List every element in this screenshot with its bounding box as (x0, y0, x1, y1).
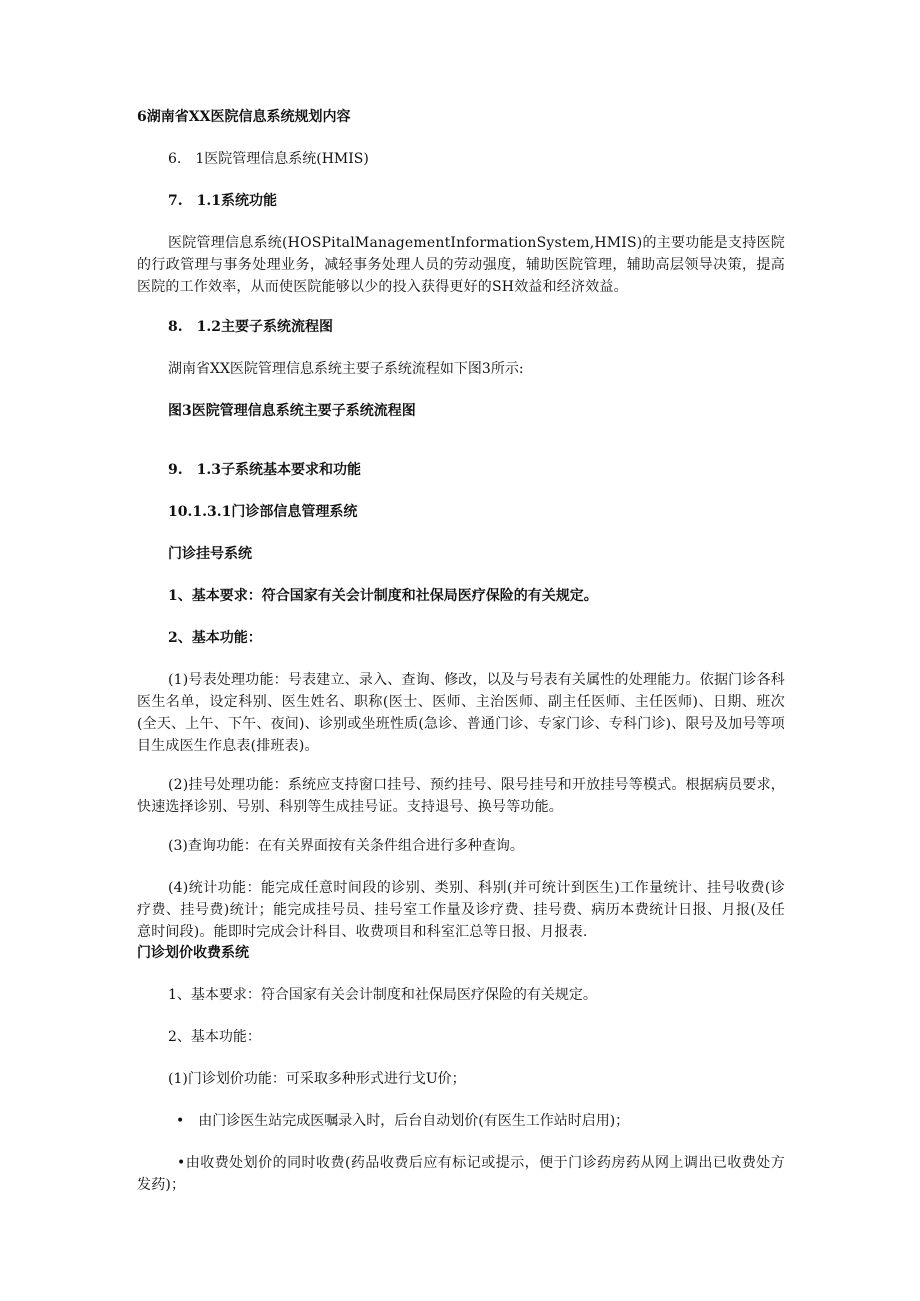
section-heading-8-1-2: 8. 1.2主要子系统流程图 (168, 319, 333, 335)
fee-basic-requirements: 1、基本要求：符合国家有关会计制度和社保局医疗保险的有关规定。 (168, 987, 597, 1003)
fee-system-title: 门诊划价收费系统 (137, 945, 249, 961)
registration-function-4: (4)统计功能：能完成任意时间段的诊别、类别、科别(并可统计到医生)工作量统计、挂号收费(诊疗费、挂号费)统计；能完成挂号员、挂号室工作量及诊疗费、挂号费、病历本费统计日报、月报(及任意时间段)。能即时完成会计科目、收费项目和科室汇总等日报、月报表. (137, 880, 785, 940)
registration-function-1: (1)号表处理功能：号表建立、录入、查询、修改，以及与号表有关属性的处理能力。依据门诊各科医生名单，设定科别、医生姓名、职称(医士、医师、主治医师、副主任医师、主任医师)、日期、班次(全天、上午、下午、夜间)、诊别或坐班性质(急诊、普通门诊、专家门诊、专科门诊)、限号及加号等项目生成医生作息表(排班表)。 (137, 672, 785, 754)
fee-bullet-1: • 由门诊医生站完成医嘱录入时，后台自动划价(有医生工作站时启用)； (176, 1113, 630, 1129)
registration-function-3: (3)查询功能：在有关界面按有关条件组合进行多种查询。 (168, 838, 524, 854)
fee-basic-functions: 2、基本功能： (168, 1029, 261, 1045)
registration-function-2: (2)挂号处理功能：系统应支持窗口挂号、预约挂号、限号挂号和开放挂号等模式。根据病员要求，快速选择诊别、号别、科别等生成挂号证。支持退号、换号等功能。 (137, 777, 785, 815)
section-heading-9-1-3: 9. 1.3子系统基本要求和功能 (168, 462, 361, 478)
fee-function-1: (1)门诊划价功能：可采取多种形式进行戈U价； (168, 1071, 466, 1087)
registration-basic-functions: 2、基本功能： (168, 630, 262, 646)
section-heading-10-1-3-1: 10.1.3.1门诊部信息管理系统 (168, 504, 358, 520)
document-title: 6湖南省XX医院信息系统规划内容 (137, 109, 351, 125)
intro-paragraph: 医院管理信息系统(HOSPitalManagementInformationSystem,HMIS)的主要功能是支持医院的行政管理与事务处理业务，减轻事务处理人员的劳动强度，辅助医院管理，辅助高层领导决策，提高医院的工作效率，从而使医院能够以少的投入获得更好的SH效益和经济效益。 (137, 235, 785, 295)
section-heading-7-1-1: 7. 1.1系统功能 (168, 193, 277, 209)
flow-intro-text: 湖南省XX医院管理信息系统主要子系统流程如下图3所示: (168, 361, 524, 377)
fee-bullet-2: •由收费处划价的同时收费(药品收费后应有标记或提示，便于门诊药房药从网上调出已收费处方发药)； (137, 1155, 785, 1193)
section-heading-6-1: 6. 1医院管理信息系统(HMIS) (168, 151, 369, 167)
figure-caption: 图3医院管理信息系统主要子系统流程图 (168, 403, 416, 419)
registration-basic-requirements: 1、基本要求：符合国家有关会计制度和社保局医疗保险的有关规定。 (168, 588, 598, 604)
registration-system-title: 门诊挂号系统 (168, 546, 252, 562)
